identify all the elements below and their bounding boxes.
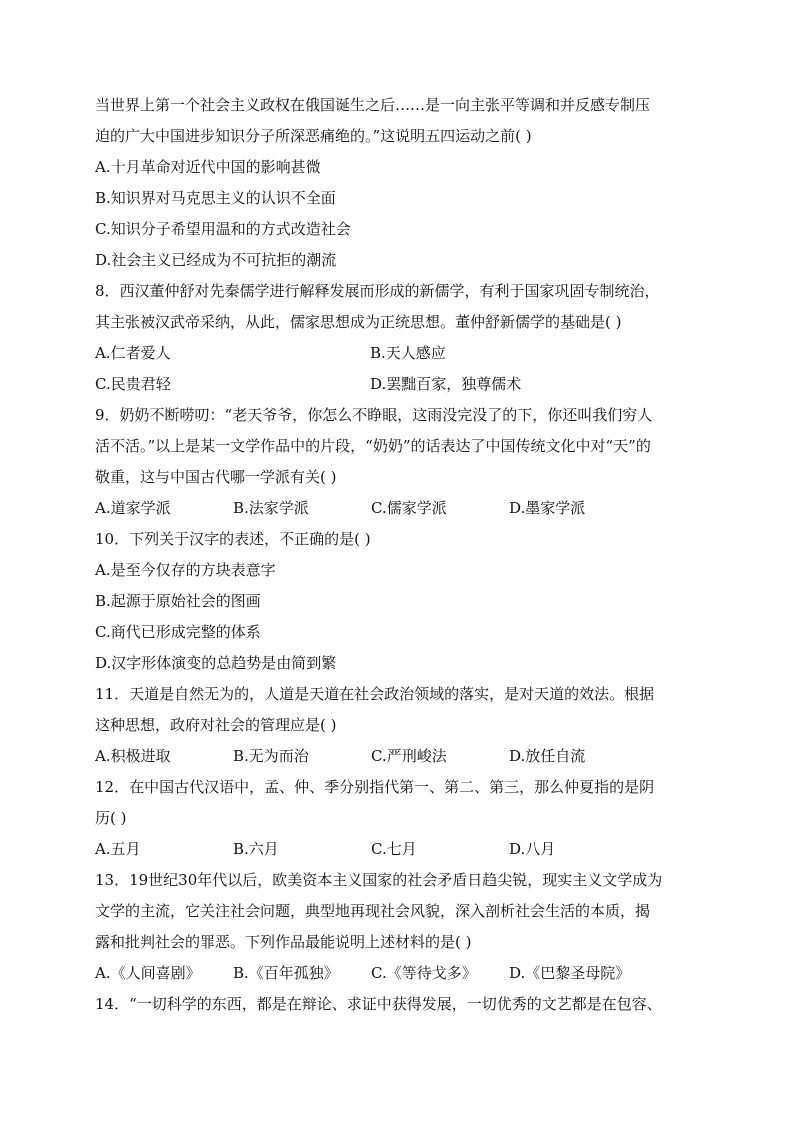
- answer-option: A.是至今仅存的方块表意字: [95, 561, 276, 579]
- answer-option: C.严刑峻法: [371, 747, 447, 765]
- option-row: [95, 369, 705, 400]
- answer-option: C.儒家学派: [371, 499, 447, 517]
- option-row: [95, 958, 705, 989]
- question-stem-line: 露和批判社会的罪恶。下列作品最能说明上述材料的是( ): [95, 933, 472, 951]
- answer-option: C.民贵君轻: [95, 375, 171, 393]
- answer-option: D.放任自流: [509, 747, 586, 765]
- question-stem-line: 14．“一切科学的东西，都是在辩论、求证中获得发展，一切优秀的文艺都是在包容、: [95, 995, 662, 1013]
- answer-option: C.七月: [371, 840, 417, 858]
- answer-option: B.知识界对马克思主义的认识不全面: [95, 189, 336, 207]
- question-stem-line: 8．西汉董仲舒对先秦儒学进行解释发展而形成的新儒学，有利于国家巩固专制统治，: [95, 282, 660, 300]
- option-row: [95, 338, 705, 369]
- question-14: [95, 989, 705, 1020]
- answer-option: A.积极进取: [95, 747, 171, 765]
- answer-option: D.墨家学派: [509, 499, 586, 517]
- question-stem-line: 这种思想，政府对社会的管理应是( ): [95, 716, 337, 734]
- question-stem-line: 11．天道是自然无为的，人道是天道在社会政治领域的落实，是对天道的效法。根据: [95, 685, 655, 703]
- option-row: [95, 741, 705, 772]
- answer-option: C.知识分子希望用温和的方式改造社会: [95, 220, 351, 238]
- answer-option: B.天人感应: [370, 344, 446, 362]
- answer-option: C.商代已形成完整的体系: [95, 623, 261, 641]
- answer-option: D.罢黜百家，独尊儒术: [370, 375, 522, 393]
- question-stem-line: 历( ): [95, 809, 127, 827]
- question-stem-line: 其主张被汉武帝采纳，从此，儒家思想成为正统思想。董仲舒新儒学的基础是( ): [95, 313, 622, 331]
- answer-option: A.仁者爱人: [95, 344, 171, 362]
- answer-option: B.《百年孤独》: [233, 964, 339, 982]
- answer-option: B.六月: [233, 840, 279, 858]
- question-stem-line: 12．在中国古代汉语中，孟、仲、季分别指代第一、第二、第三，那么仲夏指的是阴: [95, 778, 655, 796]
- question-10: [95, 524, 705, 679]
- question-stem-line: 文学的主流，它关注社会问题，典型地再现社会风貌，深入剖析社会生活的本质，揭: [95, 902, 651, 920]
- answer-option: B.无为而治: [233, 747, 309, 765]
- answer-option: A.道家学派: [95, 499, 171, 517]
- answer-option: A.《人间喜剧》: [95, 964, 201, 982]
- question-13: [95, 865, 705, 989]
- answer-option: A.五月: [95, 840, 141, 858]
- option-row: [95, 493, 705, 524]
- answer-option: D.汉字形体演变的总趋势是由简到繁: [95, 654, 337, 672]
- question-stem-line: 10．下列关于汉字的表述，不正确的是( ): [95, 530, 371, 548]
- question-list: [95, 90, 705, 1020]
- question-stem-line: 13．19世纪30年代以后，欧美资本主义国家的社会矛盾日趋尖锐，现实主义文学成为: [95, 871, 663, 889]
- answer-option: D.八月: [509, 840, 556, 858]
- question-stem-line: 迫的广大中国进步知识分子所深恶痛绝的。”这说明五四运动之前( ): [95, 127, 532, 145]
- answer-option: B.起源于原始社会的图画: [95, 592, 261, 610]
- question-7: [95, 90, 705, 276]
- question-stem-line: 活不活。”以上是某一文学作品中的片段，“奶奶”的话表达了中国传统文化中对“天”的: [95, 437, 651, 455]
- answer-option: A.十月革命对近代中国的影响甚微: [95, 158, 321, 176]
- answer-option: B.法家学派: [233, 499, 309, 517]
- answer-option: D.《巴黎圣母院》: [509, 964, 631, 982]
- question-11: [95, 679, 705, 772]
- answer-option: D.社会主义已经成为不可抗拒的潮流: [95, 251, 337, 269]
- question-9: [95, 400, 705, 524]
- question-12: [95, 772, 705, 865]
- question-stem-line: 当世界上第一个社会主义政权在俄国诞生之后……是一向主张平等调和并反感专制压: [95, 96, 651, 114]
- option-row: [95, 834, 705, 865]
- question-8: [95, 276, 705, 400]
- question-stem-line: 9．奶奶不断唠叨：“老天爷爷，你怎么不睁眼，这雨没完没了的下，你还叫我们穷人: [95, 406, 653, 424]
- question-stem-line: 敬重，这与中国古代哪一学派有关( ): [95, 468, 337, 486]
- answer-option: C.《等待戈多》: [371, 964, 477, 982]
